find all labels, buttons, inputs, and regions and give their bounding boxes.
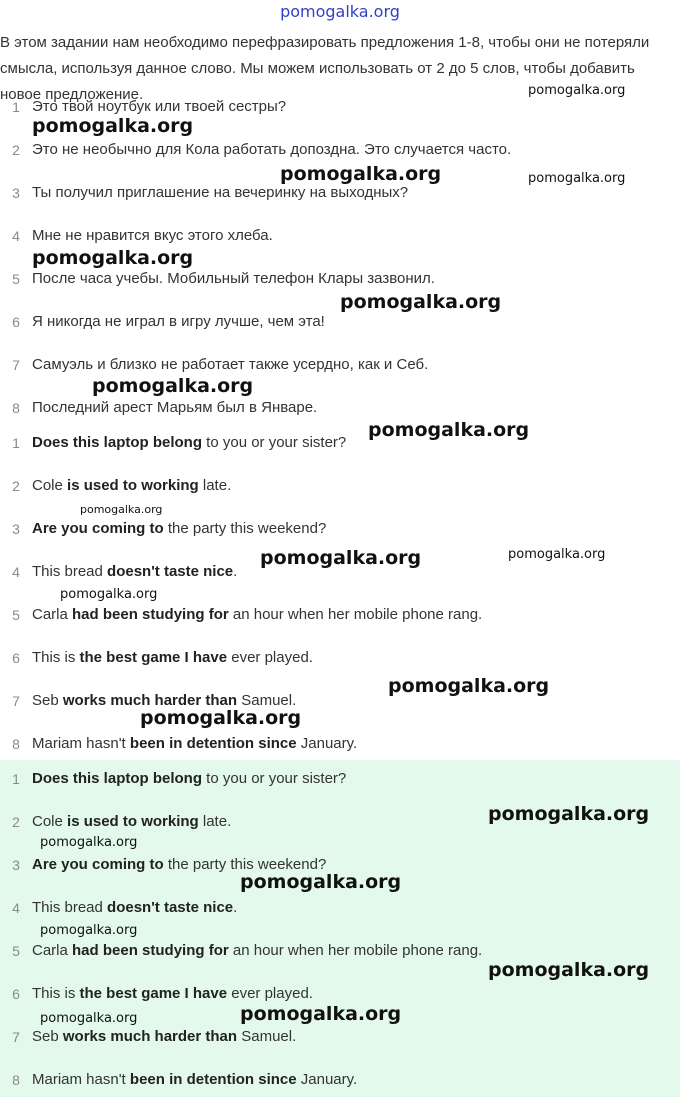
site-logo[interactable]: pomogalka.org xyxy=(280,2,400,21)
list-item: 2 Cole is used to working late. xyxy=(12,477,232,494)
watermark: pomogalka.org xyxy=(40,923,138,938)
list-item: 6 Я никогда не играл в игру лучше, чем эта! xyxy=(12,313,325,330)
list-item: 1 Does this laptop belong to you or your sister? xyxy=(12,434,347,451)
watermark: pomogalka.org xyxy=(508,547,606,562)
list-item: 8 Mariam hasn't been in detention since January. xyxy=(12,1071,358,1088)
list-item: 2 Это не необычно для Кола работать допоздна. Это случается часто. xyxy=(12,141,512,158)
list-item: 8 Mariam hasn't been in detention since January. xyxy=(12,735,358,752)
watermark: pomogalka.org xyxy=(240,1003,402,1025)
watermark: pomogalka.org xyxy=(40,835,138,850)
list-item: 3 Are you coming to the party this weekend? xyxy=(12,520,327,537)
list-item: 4 Мне не нравится вкус этого хлеба. xyxy=(12,227,273,244)
list-item: 5 Carla had been studying for an hour when her mobile phone rang. xyxy=(12,942,483,959)
watermark: pomogalka.org xyxy=(92,375,254,397)
watermark: pomogalka.org xyxy=(528,171,626,186)
list-item: 5 Carla had been studying for an hour when her mobile phone rang. xyxy=(12,606,483,623)
list-item: 4 This bread doesn't taste nice. xyxy=(12,899,238,916)
list-item: 3 Ты получил приглашение на вечеринку на выходных? xyxy=(12,184,409,201)
watermark: pomogalka.org xyxy=(368,419,530,441)
watermark: pomogalka.org xyxy=(32,247,194,269)
list-item: 5 После часа учебы. Мобильный телефон Клары зазвонил. xyxy=(12,270,435,287)
watermark: pomogalka.org xyxy=(60,587,158,602)
list-item: 7 Seb works much harder than Samuel. xyxy=(12,692,297,709)
watermark: pomogalka.org xyxy=(488,959,650,981)
watermark: pomogalka.org xyxy=(260,547,422,569)
watermark: pomogalka.org xyxy=(528,83,626,98)
list-item: 4 This bread doesn't taste nice. xyxy=(12,563,238,580)
watermark: pomogalka.org xyxy=(140,707,302,729)
list-item: 6 This is the best game I have ever played. xyxy=(12,985,313,1002)
watermark: pomogalka.org xyxy=(80,503,163,516)
list-item: 1 Это твой ноутбук или твоей сестры? xyxy=(12,98,287,115)
list-item: 7 Самуэль и близко не работает также усердно, как и Себ. xyxy=(12,356,429,373)
list-item: 2 Cole is used to working late. xyxy=(12,813,232,830)
list-item: 8 Последний арест Марьям был в Январе. xyxy=(12,399,318,416)
list-item: 1 Does this laptop belong to you or your sister? xyxy=(12,770,347,787)
list-item: 3 Are you coming to the party this weekend? xyxy=(12,856,327,873)
list-item: 7 Seb works much harder than Samuel. xyxy=(12,1028,297,1045)
intro-text: В этом задании нам необходимо перефразировать предложения 1-8, чтобы они не потеряли смысла, используя данное слово. Мы можем использовать от 2 до 5 слов, чтобы добавить новое предложение. xyxy=(0,34,650,103)
watermark: pomogalka.org xyxy=(40,1011,138,1026)
watermark: pomogalka.org xyxy=(32,115,194,137)
watermark: pomogalka.org xyxy=(340,291,502,313)
watermark: pomogalka.org xyxy=(240,871,402,893)
list-item: 6 This is the best game I have ever played. xyxy=(12,649,313,666)
watermark: pomogalka.org xyxy=(488,803,650,825)
watermark: pomogalka.org xyxy=(280,163,442,185)
watermark: pomogalka.org xyxy=(388,675,550,697)
